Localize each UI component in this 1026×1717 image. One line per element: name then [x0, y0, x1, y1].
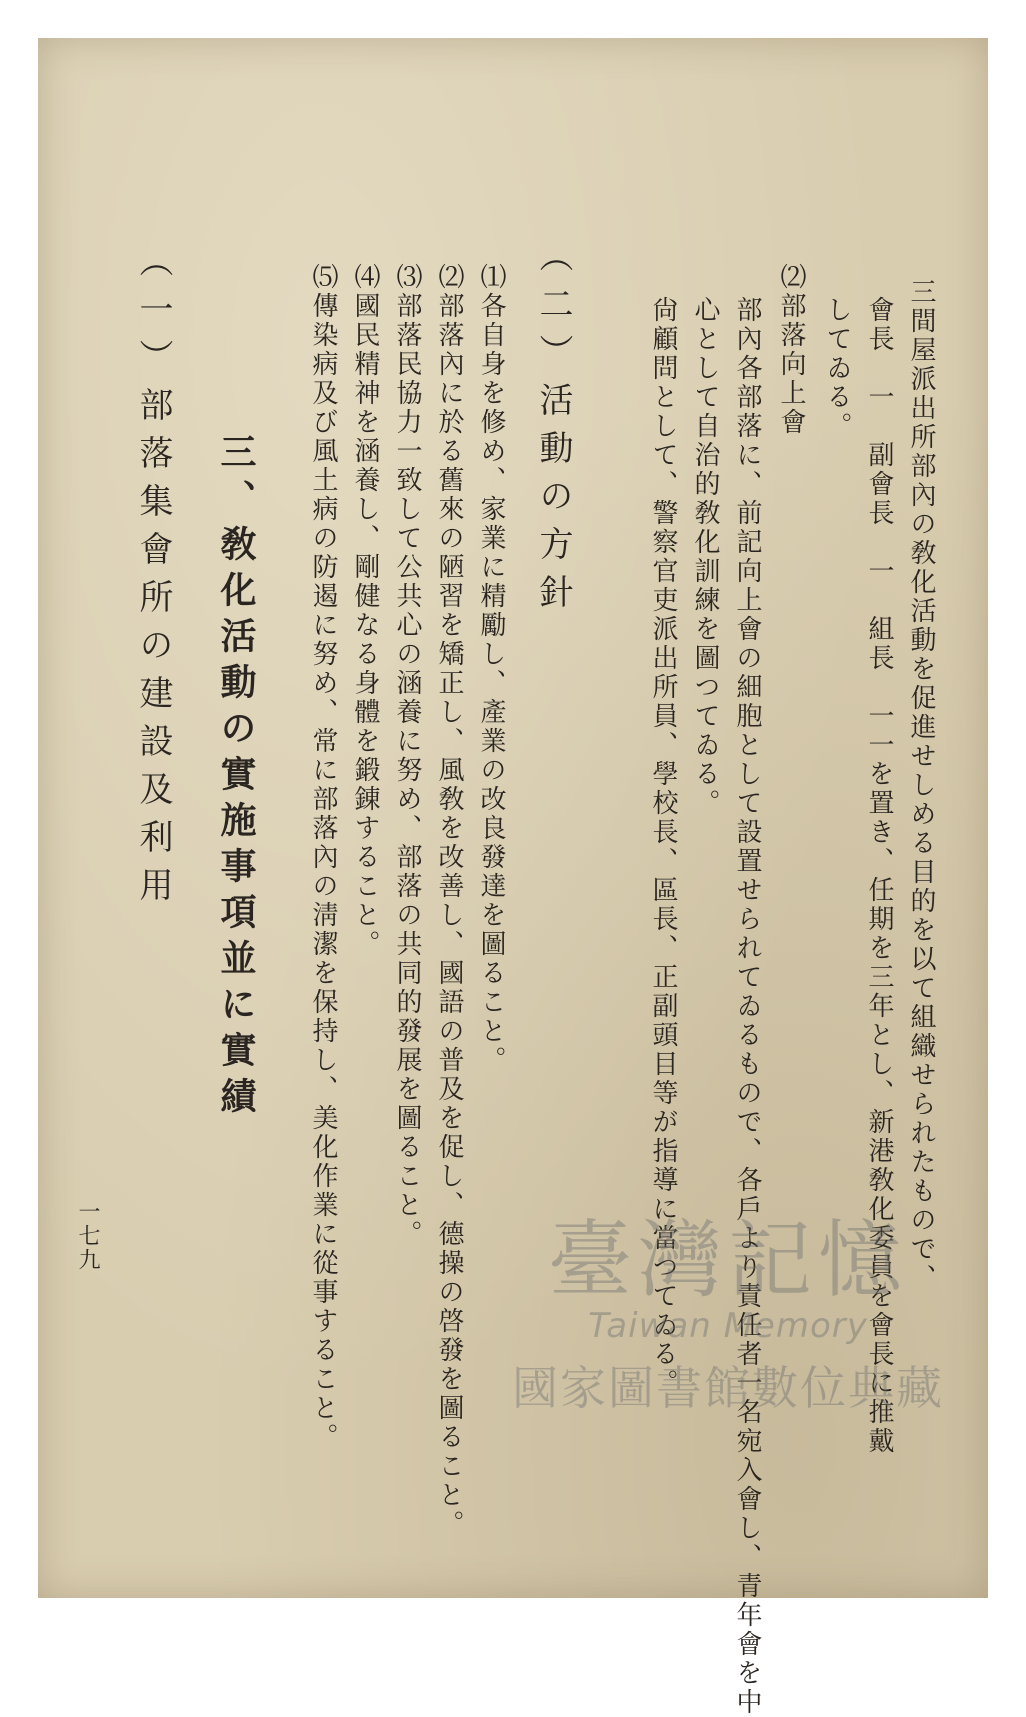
policy-item-5: ⑸傳染病及び風土病の防遏に努め、常に部落內の淸潔を保持し、美化作業に從事すること。 [308, 263, 338, 1452]
text-line-1: 三間屋派出所部內の敎化活動を促進せしめる目的を以て組織せられたもので、 [906, 278, 936, 1293]
text-line-3: してゐる。 [822, 296, 852, 441]
text-line-6: 心として自治的敎化訓練を圖つてゐる。 [690, 296, 720, 818]
watermark-library-name: 國家圖書館數位典藏 [512, 1361, 944, 1415]
policy-item-3: ⑶部落民協力一致して公共心の涵養に努め、部落の共同的發展を圖ること。 [392, 263, 422, 1249]
policy-item-2: ⑵部落內に於る舊來の陋習を矯正し、風敎を改善し、國語の普及を促し、德操の啓發を圖ること。 [434, 263, 464, 1539]
page-number: 一七九 [75, 1200, 100, 1272]
section-heading-1: （一）部落集會所の建設及利用 [133, 243, 173, 915]
section-heading-2: （二）活動の方針 [533, 238, 573, 622]
text-line-2: 會長 一 副會長 一 組長 一一を置き、任期を三年とし、新港敎化委員を會長に推戴 [864, 296, 894, 1456]
subheading-buraku-koujoukai: ⑵部落向上會 [776, 263, 806, 437]
policy-item-1: ⑴各自身を修め、家業に精勵し、產業の改良發達を圖ること。 [476, 263, 506, 1075]
book-page [38, 38, 988, 1717]
watermark-english: Taiwan Memory [588, 1306, 868, 1346]
text-line-5: 部內各部落に、前記向上會の細胞として設置せられてゐるもので、各戶より責任者一名宛入會し、青年會を中 [732, 296, 762, 1717]
text-line-7: 尙顧問として、警察官吏派出所員、學校長、區長、正副頭目等が指導に當つてゐる。 [648, 296, 678, 1398]
policy-item-4: ⑷國民精神を涵養し、剛健なる身體を鍛錬すること。 [350, 263, 380, 959]
watermark-logo-text: 臺灣記憶 [547, 1211, 908, 1309]
chapter-heading-3: 三、敎化活動の實施事項並に實績 [215, 433, 257, 1123]
library-watermark [458, 1211, 998, 1478]
